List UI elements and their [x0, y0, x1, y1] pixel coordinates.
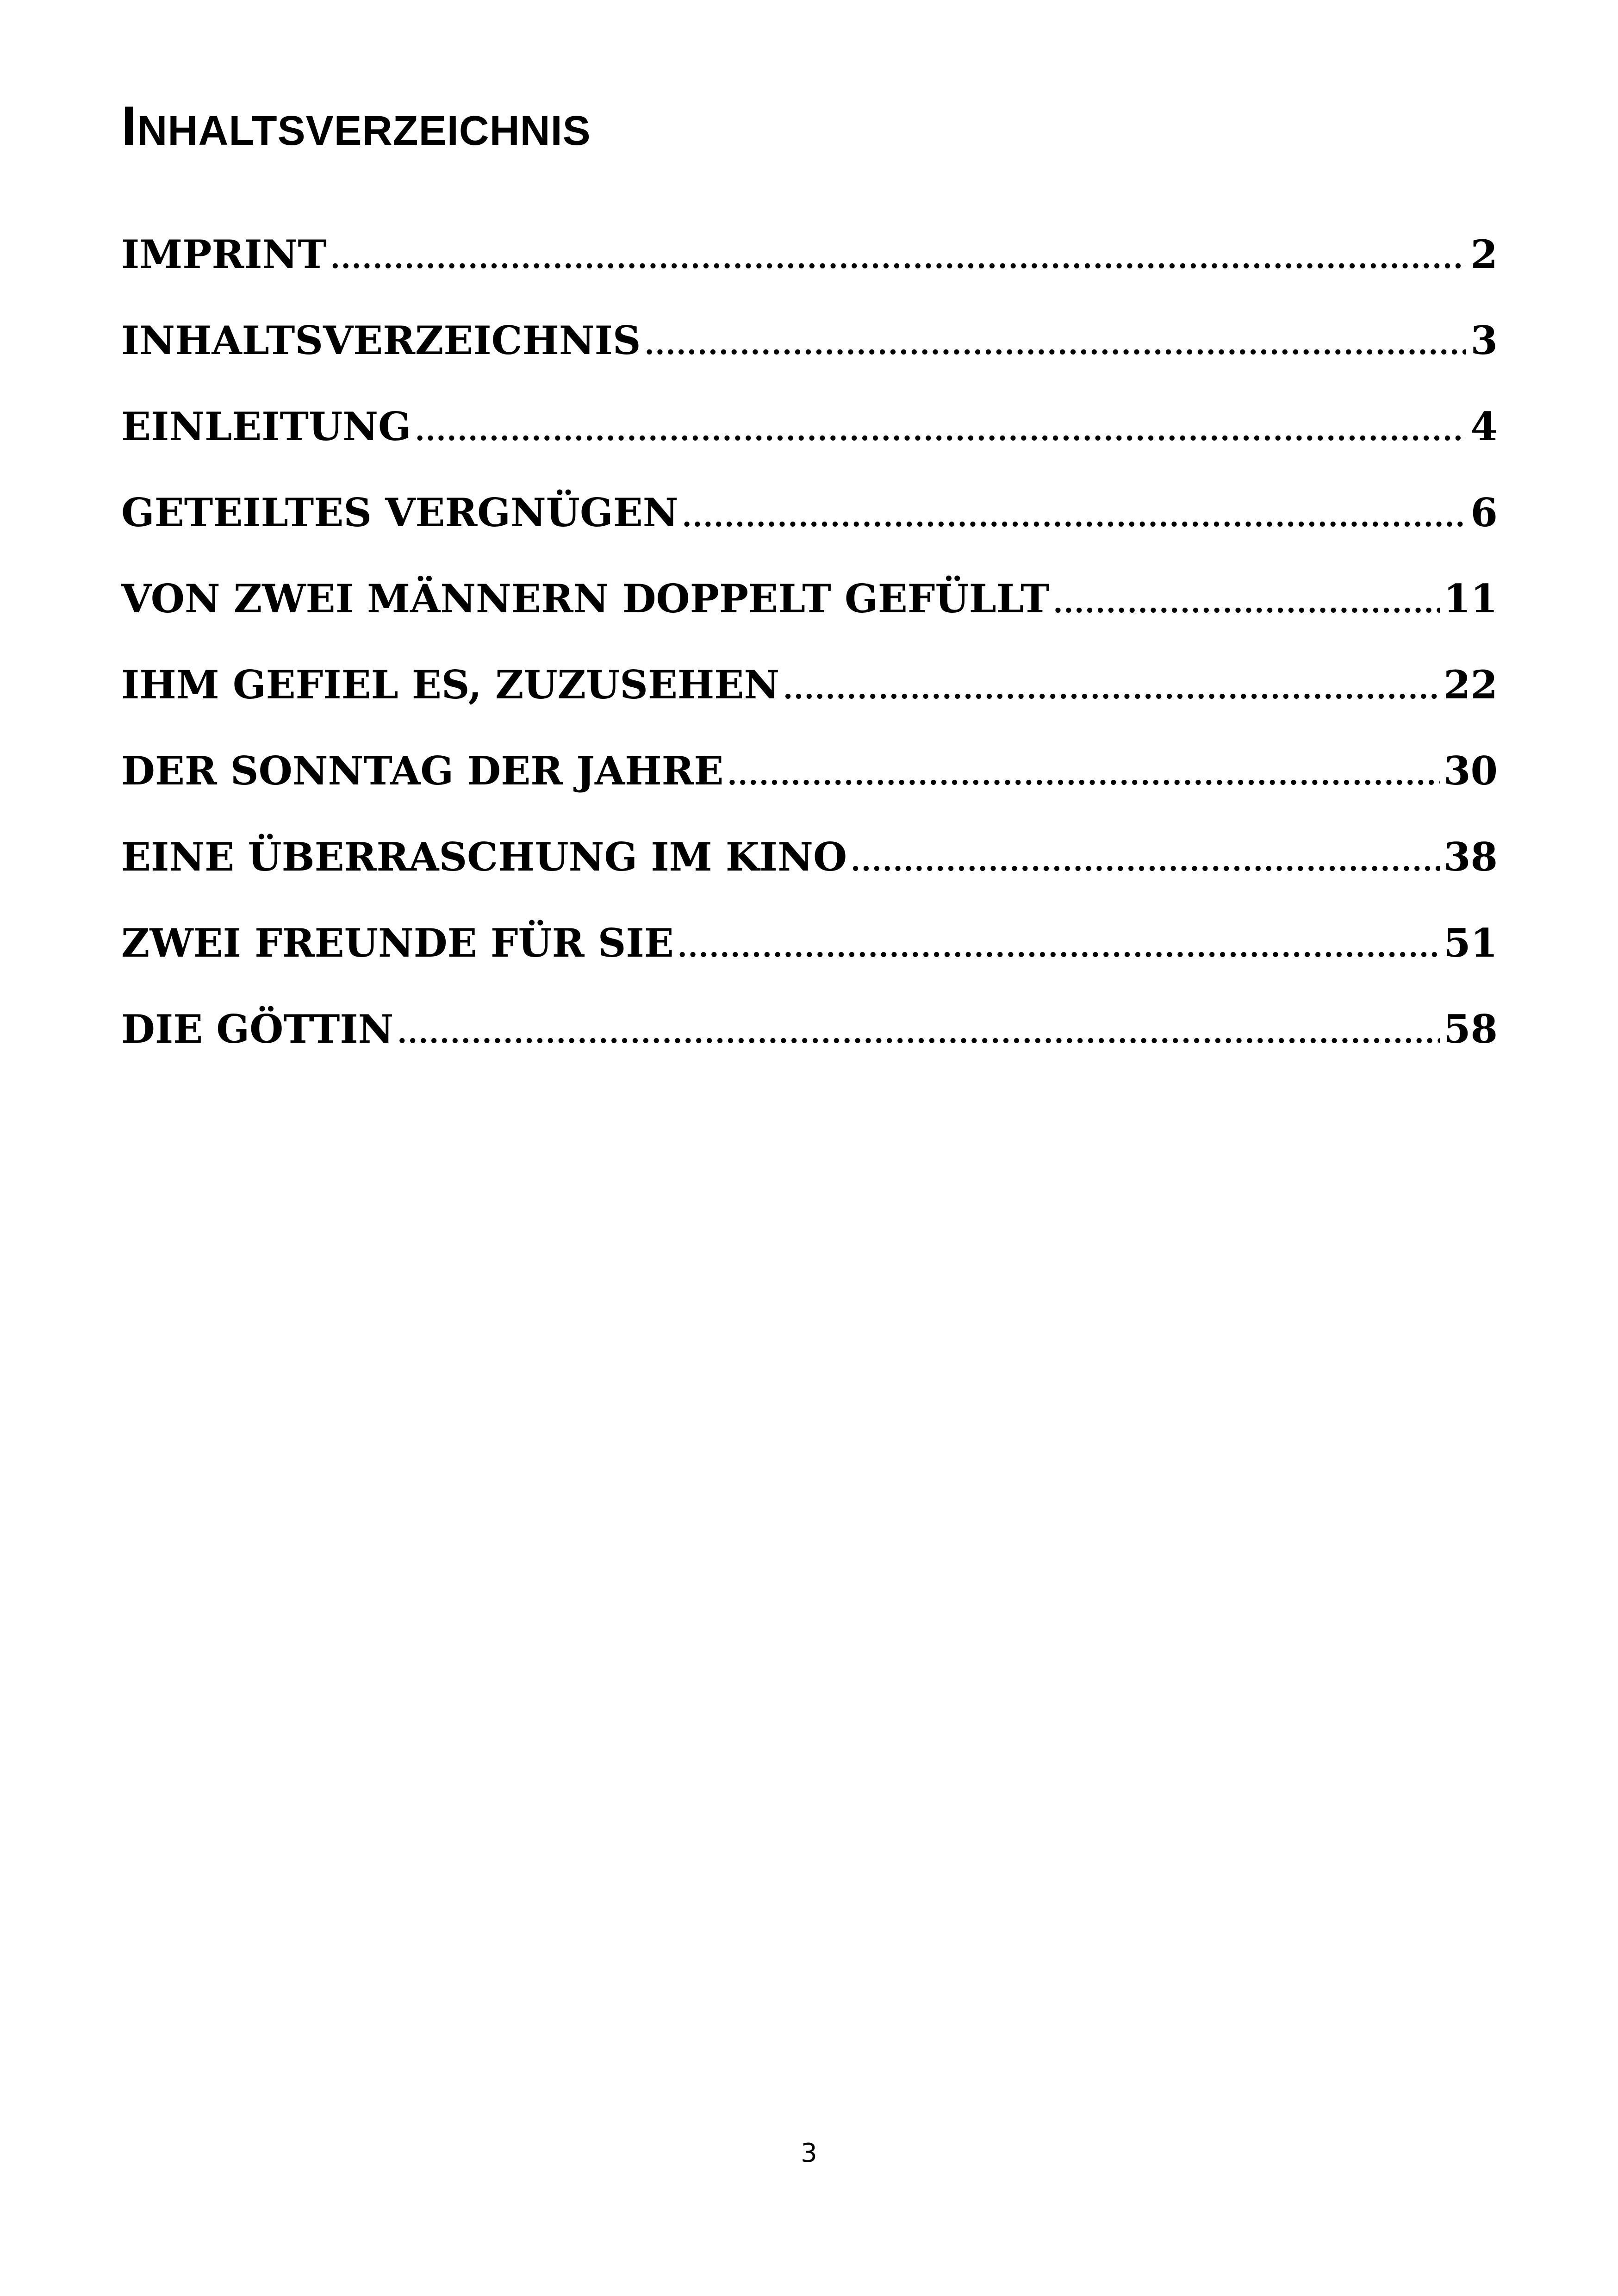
- toc-entry-geteiltes-vergnuegen[interactable]: [121, 490, 1498, 576]
- toc-entry-page: 2: [1470, 231, 1498, 277]
- toc-entry-von-zwei-maennern[interactable]: [121, 576, 1498, 662]
- toc-list: [121, 231, 1498, 1092]
- toc-entry-page: 3: [1470, 317, 1498, 363]
- toc-entry-page: 58: [1444, 1006, 1498, 1052]
- toc-entry-page: 22: [1444, 662, 1498, 708]
- toc-entry-inhaltsverzeichnis[interactable]: [121, 317, 1498, 404]
- toc-heading-rest: NHALTSVERZEICHNIS: [137, 108, 591, 154]
- toc-entry-ihm-gefiel-es[interactable]: [121, 662, 1498, 748]
- toc-entry-label: VON ZWEI MÄNNERN DOPPELT GEFÜLLT: [121, 576, 1050, 622]
- toc-dot-leader: [783, 673, 1440, 705]
- toc-entry-page: 30: [1444, 748, 1498, 794]
- toc-entry-zwei-freunde[interactable]: [121, 920, 1498, 1006]
- toc-dot-leader: [1053, 587, 1440, 619]
- toc-entry-die-goettin[interactable]: [121, 1006, 1498, 1092]
- toc-entry-label: EINLEITUNG: [121, 404, 411, 449]
- toc-entry-label: IHM GEFIEL ES, ZUZUSEHEN: [121, 662, 780, 708]
- toc-entry-imprint[interactable]: [121, 231, 1498, 317]
- toc-entry-page: 6: [1470, 490, 1498, 535]
- toc-entry-page: 51: [1444, 920, 1498, 966]
- toc-dot-leader: [727, 759, 1440, 791]
- toc-entry-label: IMPRINT: [121, 231, 327, 277]
- toc-entry-ueberraschung-im-kino[interactable]: [121, 834, 1498, 920]
- toc-dot-leader: [330, 243, 1466, 275]
- toc-entry-einleitung[interactable]: [121, 404, 1498, 490]
- toc-entry-label: INHALTSVERZEICHNIS: [121, 317, 641, 363]
- toc-heading: [121, 93, 591, 159]
- toc-entry-label: EINE ÜBERRASCHUNG IM KINO: [121, 834, 847, 880]
- toc-entry-der-sonntag[interactable]: [121, 748, 1498, 834]
- toc-dot-leader: [397, 1017, 1440, 1050]
- toc-dot-leader: [415, 415, 1466, 447]
- toc-dot-leader: [645, 329, 1466, 361]
- toc-dot-leader: [682, 501, 1466, 533]
- toc-entry-label: DER SONNTAG DER JAHRE: [121, 748, 724, 794]
- toc-dot-leader: [678, 931, 1440, 964]
- toc-entry-page: 11: [1444, 576, 1498, 622]
- toc-dot-leader: [851, 845, 1440, 877]
- toc-heading-initial: I: [121, 95, 137, 157]
- toc-entry-page: 4: [1470, 404, 1498, 449]
- toc-entry-label: ZWEI FREUNDE FÜR SIE: [121, 920, 674, 966]
- toc-entry-label: DIE GÖTTIN: [121, 1006, 394, 1052]
- toc-entry-page: 38: [1444, 834, 1498, 880]
- page-number: 3: [801, 2138, 817, 2168]
- toc-entry-label: GETEILTES VERGNÜGEN: [121, 490, 678, 535]
